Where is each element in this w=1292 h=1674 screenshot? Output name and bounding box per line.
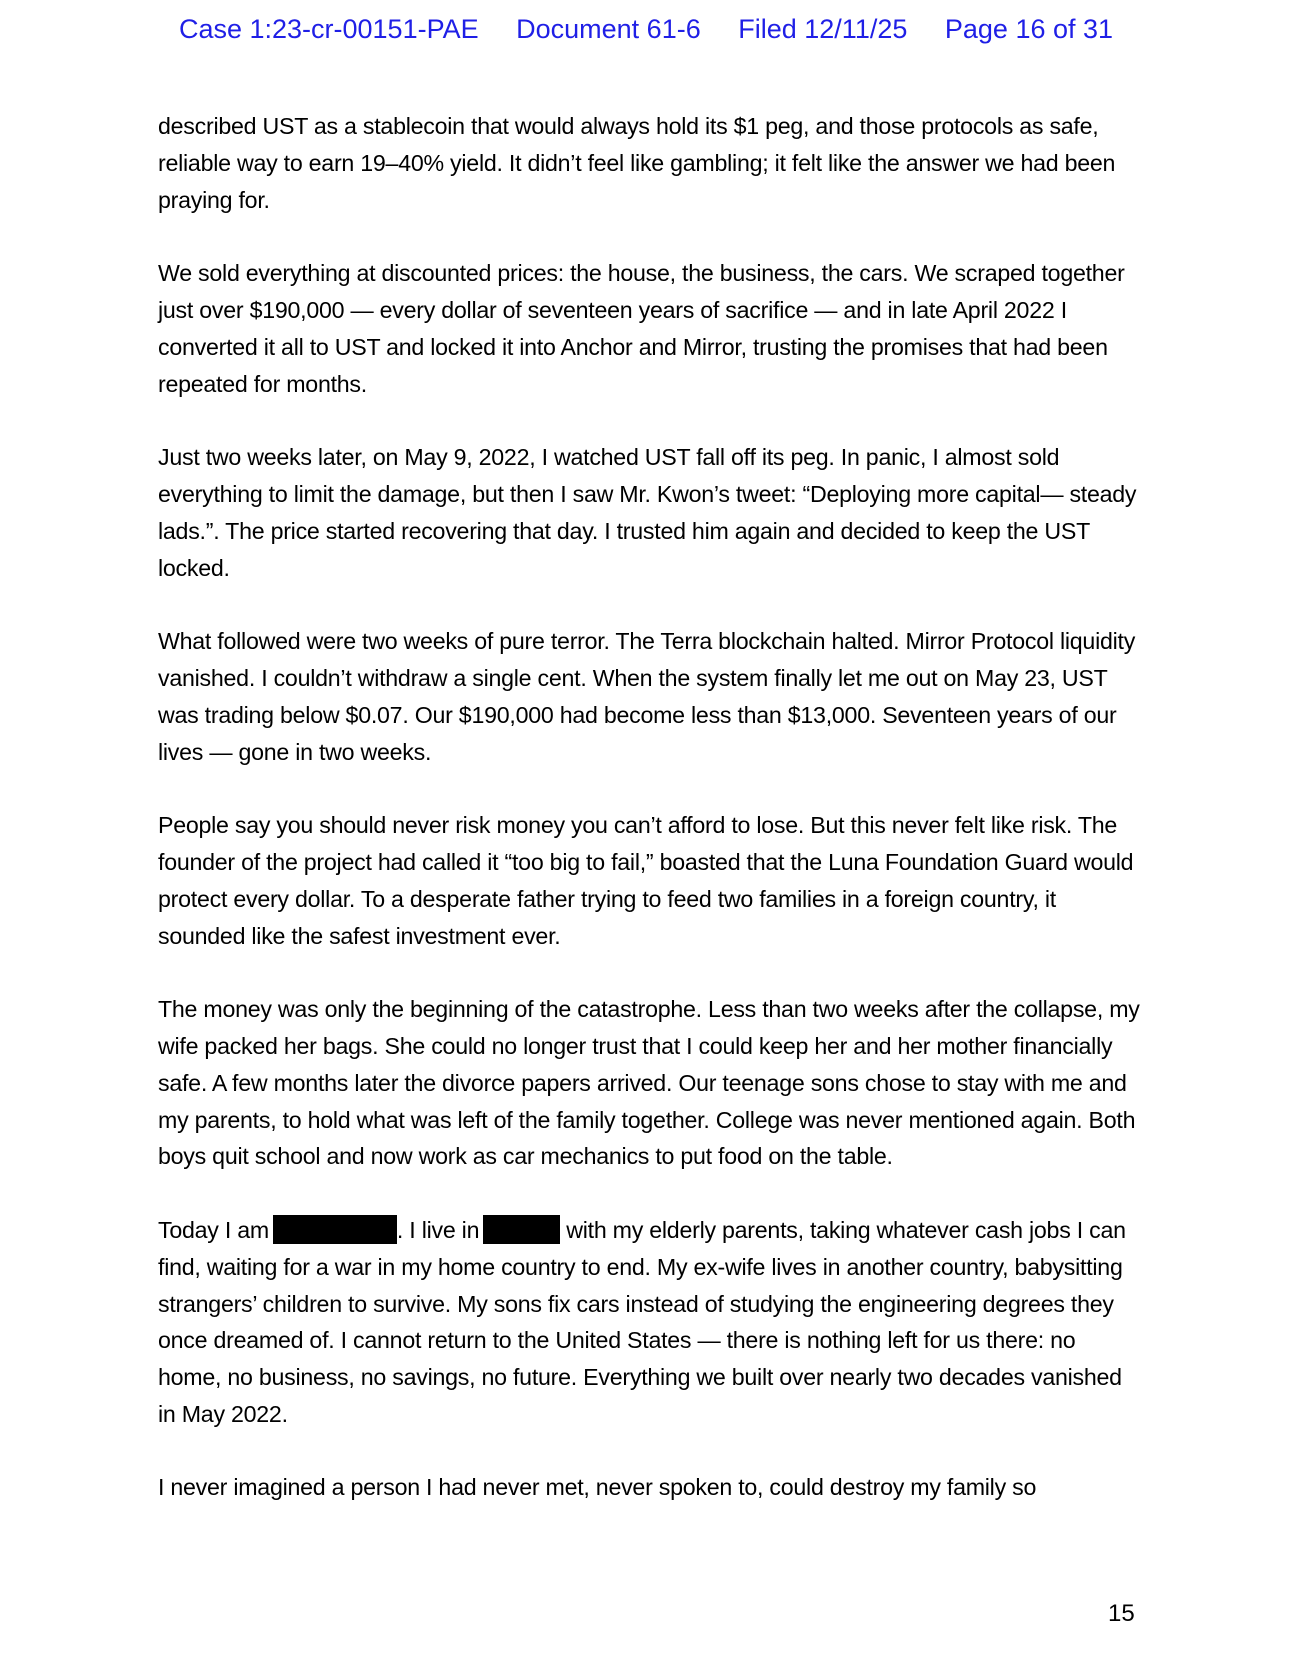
paragraph-2: We sold everything at discounted prices: the house, the business, the cars. We scraped together just over $190,000 — every dollar of seventeen years of sacrifice — and in late April 2022 I converted it all to UST and locked it into Anchor and Mirror, trusting the promises that had been repeated for months. (158, 260, 1125, 397)
paragraph-1: described UST as a stablecoin that would always hold its $1 peg, and those protocols as safe, reliable way to earn 19–40% yield. It didn’t feel like gambling; it felt like the answer we had been praying for. (158, 113, 1116, 213)
case-number: Case 1:23-cr-00151-PAE (178, 14, 479, 44)
paragraph-7 (158, 1212, 1142, 1433)
letter-body (158, 108, 1142, 1543)
paragraph-3: Just two weeks later, on May 9, 2022, I watched UST fall off its peg. In panic, I almost sold everything to limit the damage, but then I saw Mr. Kwon’s tweet: “Deploying more capital— steady lads.”. The price started recovering that day. I trusted him again and decided to keep the UST locked. (158, 444, 1137, 581)
document-number: Document 61-6 (516, 14, 701, 44)
page-count: Page 16 of 31 (944, 14, 1114, 44)
paragraph-7-part-3: with my elderly parents, taking whatever cash jobs I can find, waiting for a war in my home country to end. My ex-wife lives in another country, babysitting strangers’ children to survive. My sons fix cars instead of studying the engineering degrees they once dreamed of. I cannot return to the United States — there is nothing left for us there: no home, no business, no savings, no future. Everything we built over nearly two decades vanished in May 2022. (158, 1216, 1126, 1427)
redaction-box (273, 1215, 397, 1244)
filing-header (0, 14, 1292, 45)
redaction-box (483, 1215, 560, 1244)
paragraph-8: I never imagined a person I had never met, never spoken to, could destroy my family so (158, 1474, 1037, 1501)
paragraph-7-part-2: . I live in (396, 1216, 480, 1243)
paragraph-7-part-1: Today I am (158, 1216, 269, 1243)
paragraph-6: The money was only the beginning of the catastrophe. Less than two weeks after the collapse, my wife packed her bags. She could no longer trust that I could keep her and her mother financially safe. A few months later the divorce papers arrived. Our teenage sons chose to stay with me and my parents, to hold what was left of the family together. College was never mentioned again. Both boys quit school and now work as car mechanics to put food on the table. (158, 996, 1140, 1170)
paragraph-4: What followed were two weeks of pure terror. The Terra blockchain halted. Mirror Protocol liquidity vanished. I couldn’t withdraw a single cent. When the system finally let me out on May 23, UST was trading below $0.07. Our $190,000 had become less than $13,000. Seventeen years of our lives — gone in two weeks. (158, 628, 1136, 765)
filed-date: Filed 12/11/25 (738, 14, 908, 44)
paragraph-5: People say you should never risk money you can’t afford to lose. But this never felt like risk. The founder of the project had called it “too big to fail,” boasted that the Luna Foundation Guard would protect every dollar. To a desperate father trying to feed two families in a foreign country, it sounded like the safest investment ever. (158, 812, 1134, 949)
page-number: 15 (1108, 1600, 1135, 1627)
